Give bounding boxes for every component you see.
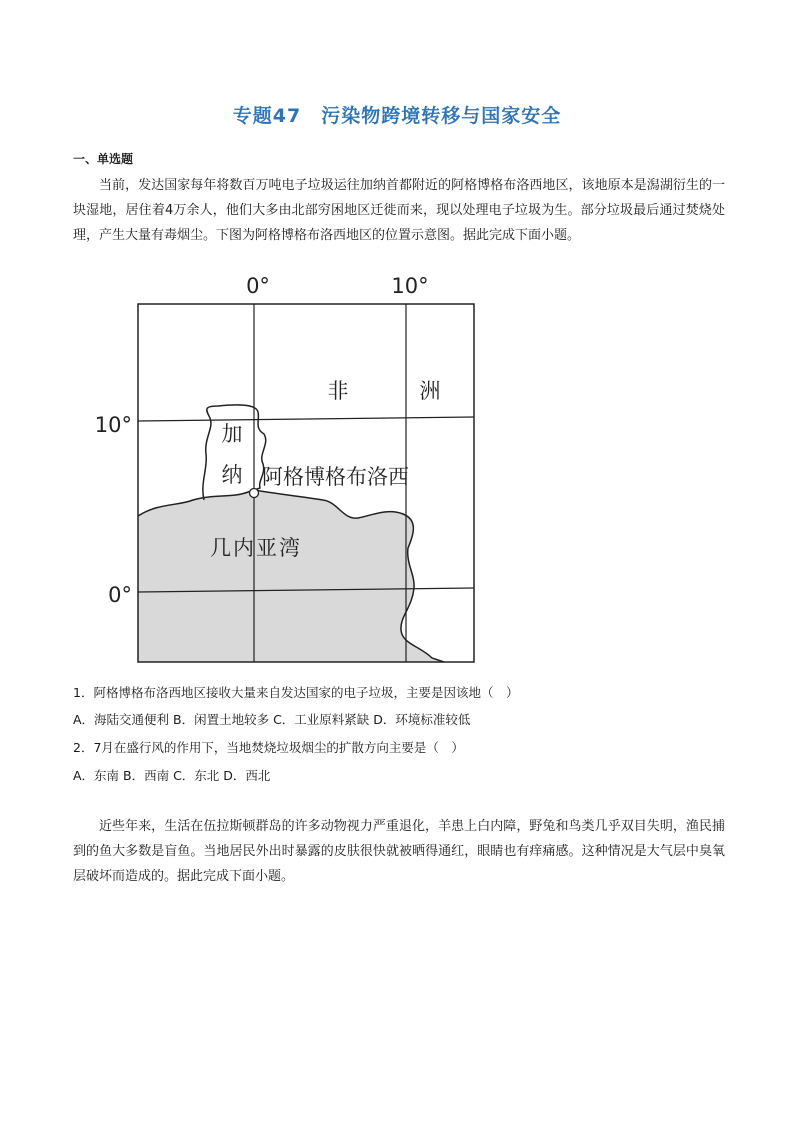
gulf-of-guinea-sea <box>138 490 444 662</box>
label-gulf: 几内亚湾 <box>210 536 302 560</box>
question-1-options: A．海陆交通便利 B．闲置土地较多 C．工业原料紧缺 D．环境标准较低 <box>73 712 471 727</box>
label-ghana-2: 纳 <box>221 463 243 487</box>
lon-label-10: 10° <box>391 274 429 298</box>
location-map <box>88 268 488 670</box>
page-title: 专题47 污染物跨境转移与国家安全 <box>232 105 562 127</box>
question-1-stem: 1．阿格博格布洛西地区接收大量来自发达国家的电子垃圾，主要是因该地（ ） <box>73 685 519 700</box>
section-heading: 一、单选题 <box>73 152 134 166</box>
intro-paragraph: 当前，发达国家每年将数百万吨电子垃圾运往加纳首都附近的阿格博格布洛西地区，该地原本是潟湖衍生的一块湿地，居住着4万余人，他们大多由北部穷困地区迁徙而来，现以处理电子垃圾为生。部分垃圾最后通过焚烧处理，产生大量有毒烟尘。下图为阿格博格布洛西地区的位置示意图。据此完成下面小题。 <box>73 178 725 243</box>
label-ghana-1: 加 <box>221 422 243 446</box>
lon-label-0: 0° <box>246 274 270 298</box>
question-2-stem: 2．7月在盛行风的作用下，当地焚烧垃圾烟尘的扩散方向主要是（ ） <box>73 740 464 755</box>
label-site: 阿格博格布洛西 <box>262 465 409 489</box>
question-2-options: A．东南 B．西南 C．东北 D．西北 <box>73 768 271 783</box>
lat-label-0: 0° <box>108 583 132 607</box>
parallel-10 <box>138 417 474 421</box>
label-africa-2: 洲 <box>419 379 441 403</box>
site-marker <box>250 489 259 498</box>
lat-label-10: 10° <box>94 413 132 437</box>
label-africa-1: 非 <box>327 379 349 403</box>
second-intro-paragraph: 近些年来，生活在伍拉斯顿群岛的许多动物视力严重退化，羊患上白内障，野兔和鸟类几乎双目失明，渔民捕到的鱼大多数是盲鱼。当地居民外出时暴露的皮肤很快就被晒得通红，眼睛也有痒痛感。这种情况是大气层中臭氧层破坏而造成的。据此完成下面小题。 <box>73 819 725 884</box>
